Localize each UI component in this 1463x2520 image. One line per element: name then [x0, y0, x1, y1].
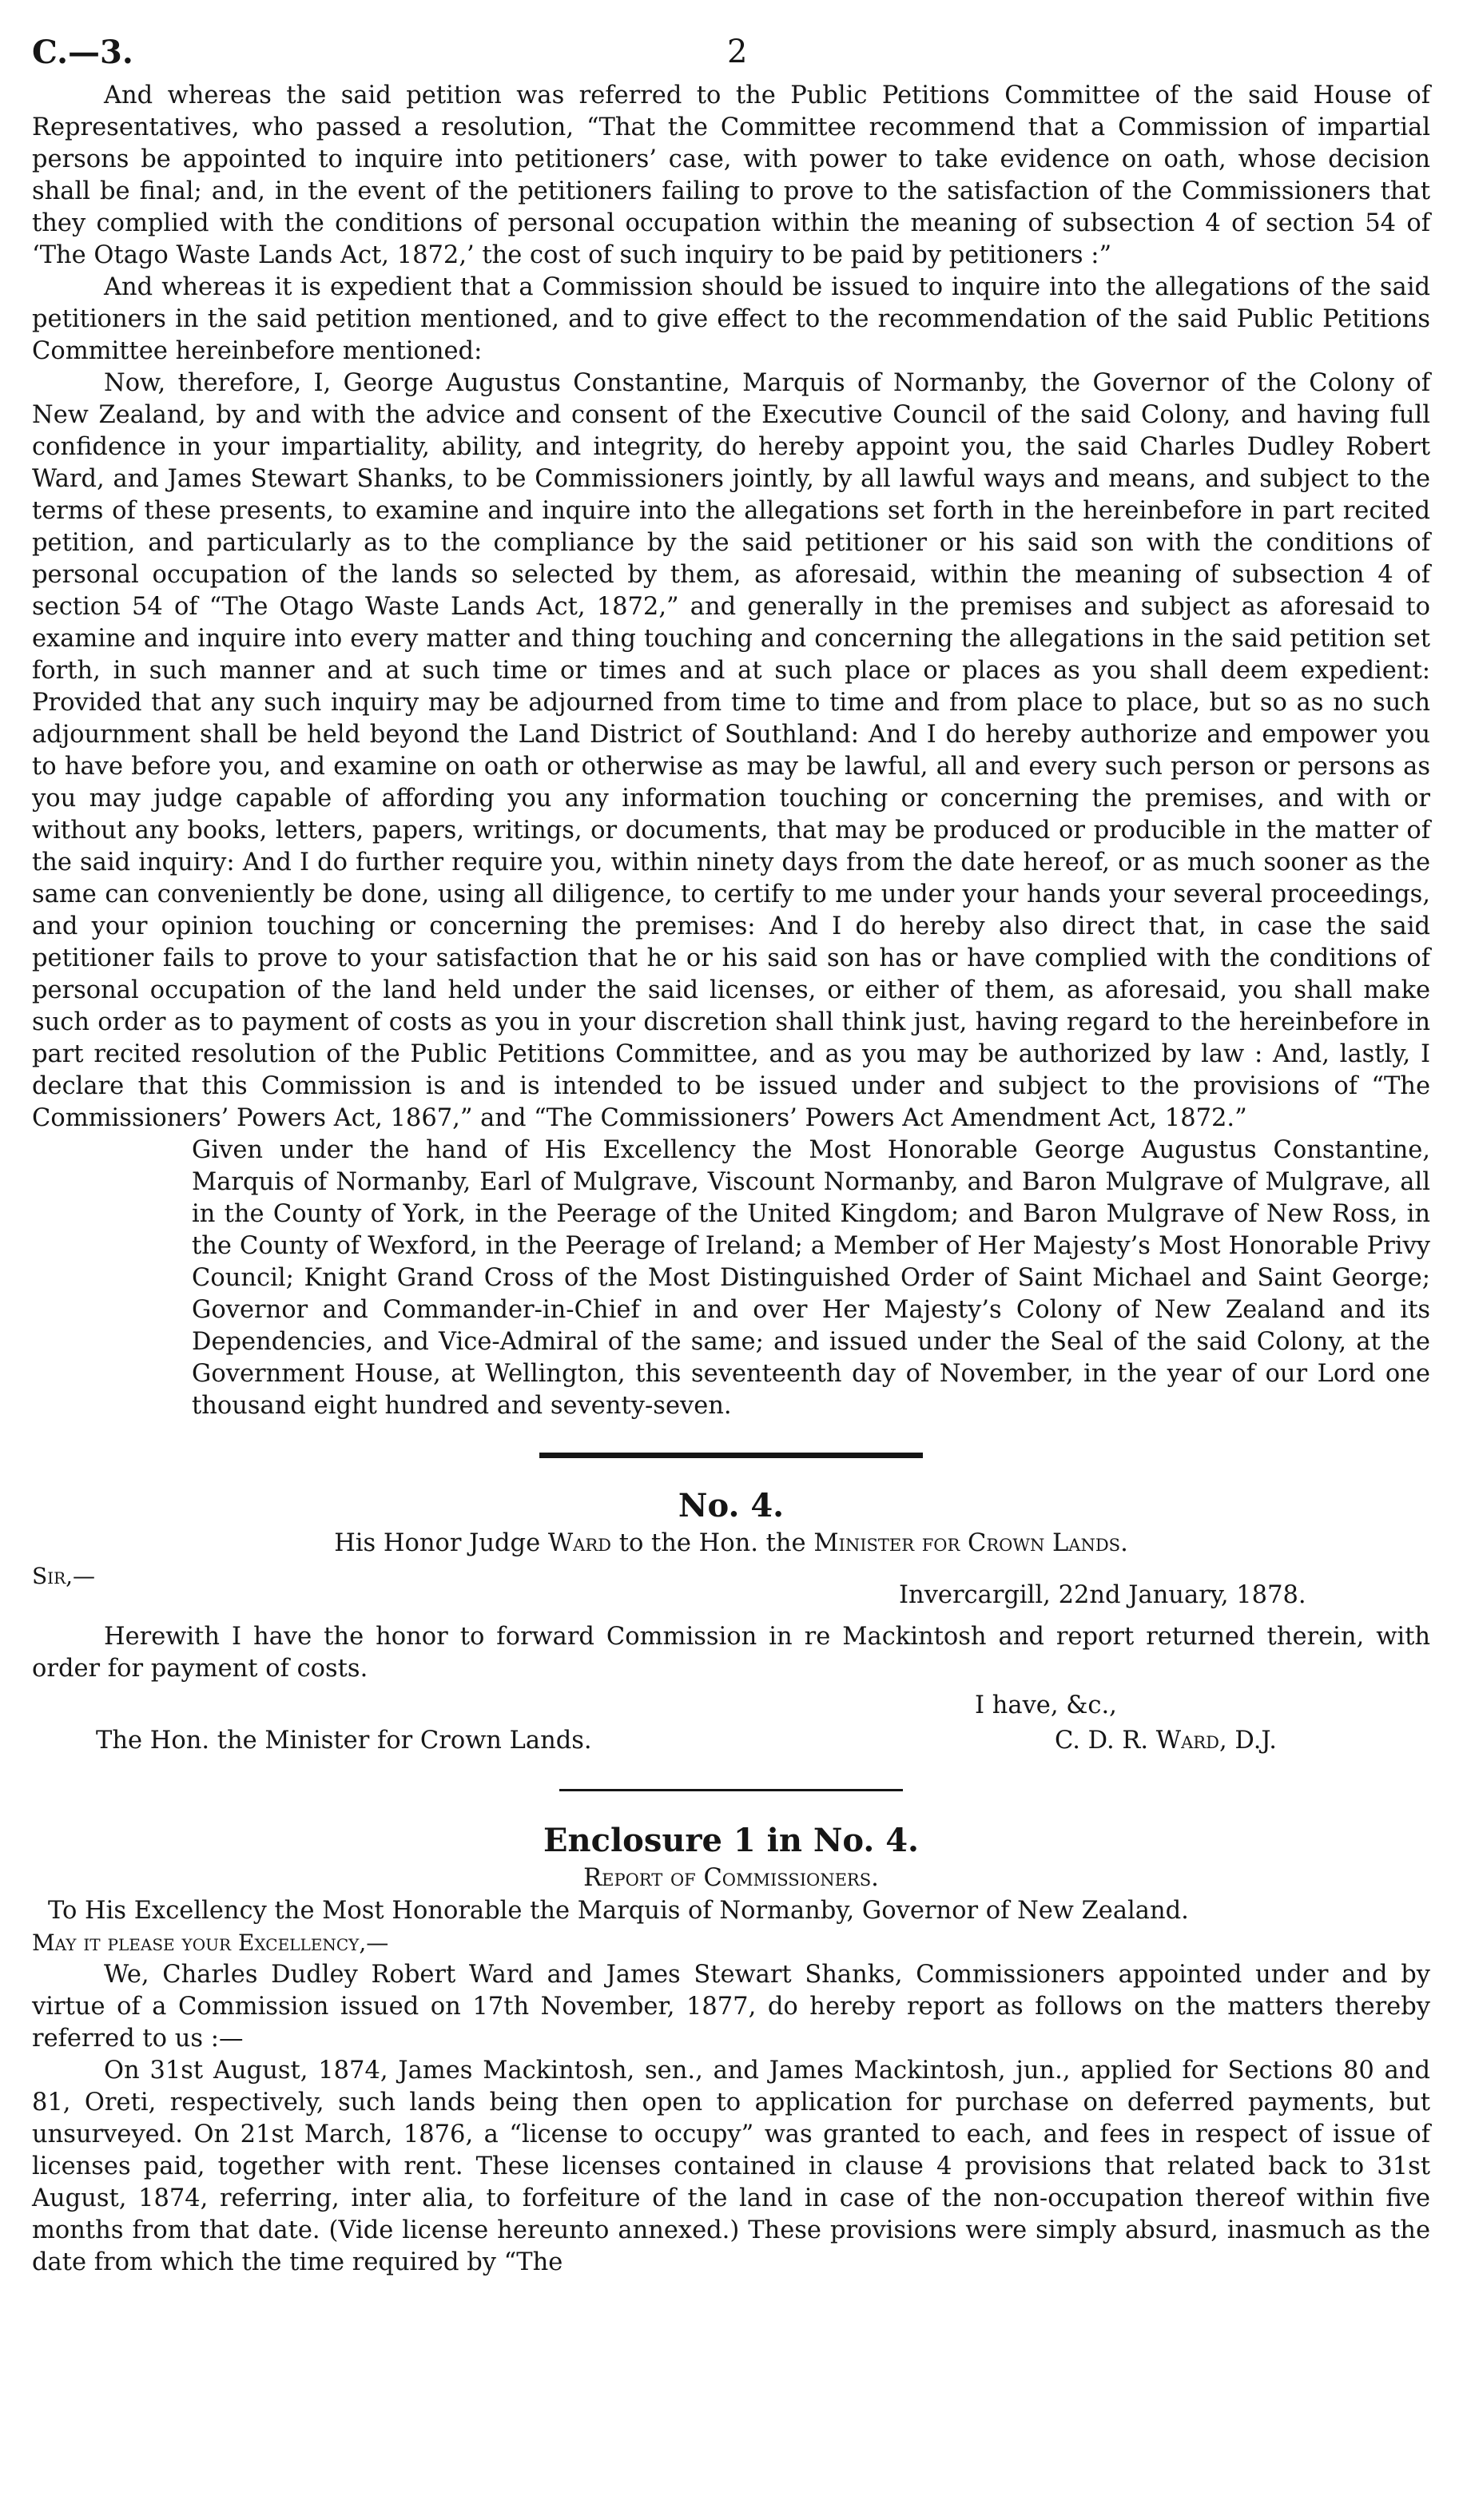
page-header — [32, 24, 1430, 80]
signature: C. D. R. Ward, D.J. — [1055, 1727, 1277, 1755]
heading-to-title: Minister for Crown Lands — [813, 1529, 1121, 1557]
letter-body: Herewith I have the honor to forward Commission in re Mackintosh and report returned therein, with order for payment of costs. — [32, 1623, 1430, 1683]
signature-initials: C. D. R. — [1055, 1727, 1149, 1755]
given-under-clause: Given under the hand of His Excellency the Most Honorable George Augustus Constantine, Marquis of Normanby, Earl of Mulgrave, Viscount Normanby, and Baron Mulgrave of Mulgrave, all in the County of York, in the Peerage of the United Kingdom; and Baron Mulgrave of New Ross, in the County of Wexford, in the Peerage of Ireland; a Member of Her Majesty’s Most Honorable Privy Council; Knight Grand Cross of the Most Distinguished Order of Saint Michael and Saint George; Governor and Commander-in-Chief in and over Her Majesty’s Colony of New Zealand and its Dependencies, and Vice-Admiral of the same; and issued under the Seal of the said Colony, at the Government House, at Wellington, this seventeenth day of November, in the year of our Lord one thousand eight hundred and seventy-seven. — [192, 1136, 1430, 1420]
addressee: The Hon. the Minister for Crown Lands. — [96, 1727, 592, 1755]
document-code: C.—3. — [32, 34, 133, 71]
signature-name: Ward — [1155, 1727, 1219, 1755]
heading-from-prefix: His Honor Judge — [334, 1529, 541, 1557]
enclosure-address: To His Excellency the Most Honorable the Marquis of Normanby, Governor of New Zealand. — [48, 1897, 1189, 1925]
closing-row — [32, 1690, 1430, 1725]
place-date: Invercargill, 22nd January, 1878. — [899, 1581, 1306, 1609]
signature-row — [32, 1725, 1430, 1757]
salutation: Sir,— — [32, 1563, 96, 1589]
paragraph: And whereas the said petition was referred to the Public Petitions Committee of the said House of Representatives, who passed a resolution, “That the Committee recommend that a Commission of impartial persons be appointed to inquire into petitioners’ case, with power to take evidence on oath, whose decision shall be final; and, in the event of the petitioners failing to prove to the satisfaction of the Commissioners that they complied with the conditions of personal occupation within the meaning of subsection 4 of section 54 of ‘The Otago Waste Lands Act, 1872,’ the cost of such inquiry to be paid by petitioners :” — [32, 81, 1430, 269]
letter-number: No. 4. — [678, 1487, 785, 1524]
commission-text — [32, 80, 1430, 1135]
section-divider — [559, 1789, 903, 1791]
letter-heading: His Honor Judge Ward to the Hon. the Minister for Crown Lands. — [334, 1529, 1128, 1557]
section-divider — [539, 1453, 923, 1458]
signature-suffix: D.J. — [1234, 1727, 1277, 1755]
enclosure-heading: Enclosure 1 in No. 4. — [543, 1822, 919, 1859]
report-paragraph: On 31st August, 1874, James Mackintosh, sen., and James Mackintosh, jun., applied for Sections 80 and 81, Oreti, respectively, such lands being then open to application for purchase on deferred payments, but unsurveyed. On 21st March, 1876, a “license to occupy” was granted to each, and fees in respect of issue of licenses paid, together with rent. These licenses contained in clause 4 provisions that related back to 31st August, 1874, referring, inter alia, to forfeiture of the land in case of the non-occupation thereof within five months from that date. (Vide license hereunto annexed.) These provisions were simply absurd, inasmuch as the date from which the time required by “The — [32, 2057, 1430, 2276]
closing: I have, &c., — [975, 1691, 1117, 1719]
place-date-row — [32, 1581, 1430, 1621]
enclosure-subheading: Report of Commissioners. — [583, 1864, 879, 1892]
document-page — [32, 24, 1430, 2279]
page-number: 2 — [727, 34, 748, 70]
heading-from-name: Ward — [547, 1529, 611, 1557]
enclosure-salutation: May it please your Excellency,— — [32, 1930, 389, 1956]
report-paragraph: We, Charles Dudley Robert Ward and James Stewart Shanks, Commissioners appointed under and by virtue of a Commission issued on 17th November, 1877, do hereby report as follows on the matters thereby referred to us :— — [32, 1961, 1430, 2053]
paragraph: And whereas it is expedient that a Commission should be issued to inquire into the allegations of the said petitioners in the said petition mentioned, and to give effect to the recommendation of the said Public Petitions Committee hereinbefore mentioned: — [32, 273, 1430, 365]
heading-to-prefix: to the Hon. the — [618, 1529, 806, 1557]
paragraph: Now, therefore, I, George Augustus Constantine, Marquis of Normanby, the Governor of the Colony of New Zealand, by and with the advice and consent of the Executive Council of the said Colony, and having full confidence in your impartiality, ability, and integrity, do hereby appoint you, the said Charles Dudley Robert Ward, and James Stewart Shanks, to be Commissioners jointly, by all lawful ways and means, and subject to the terms of these presents, to examine and inquire into the allegations set forth in the hereinbefore in part recited petition, and particularly as to the compliance by the said petitioner or his said son with the conditions of personal occupation of the lands so selected by them, as aforesaid, within the meaning of subsection 4 of section 54 of “The Otago Waste Lands Act, 1872,” and generally in the premises and subject as aforesaid to examine and inquire into every matter and thing touching and concerning the allegations in the said petition set forth, in such manner and at such time or times and at such place or places as you shall deem expedient: Provided that any such inquiry may be adjourned from time to time and from place to place, but so as no such adjournment shall be held beyond the Land District of Southland: And I do hereby authorize and empower you to have before you, and examine on oath or otherwise as may be lawful, all and every such person or persons as you may judge capable of affording you any information touching or concerning the premises, and with or without any books, letters, papers, writings, or documents, that may be produced or producible in the matter of the said inquiry: And I do further require you, within ninety days from the date hereof, or as much sooner as the same can conveniently be done, using all diligence, to certify to me under your hands your several proceedings, and your opinion touching or concerning the premises: And I do hereby also direct that, in case the said petitioner fails to prove to your satisfaction that he or his said son has or have complied with the conditions of personal occupation of the land held under the said licenses, or either of them, as aforesaid, you shall make such order as to payment of costs as you in your discretion shall think just, having regard to the hereinbefore in part recited resolution of the Public Petitions Committee, and as you may be authorized by law : And, lastly, I declare that this Commission is and is intended to be issued under and subject to the provisions of “The Commissioners’ Powers Act, 1867,” and “The Commissioners’ Powers Act Amendment Act, 1872.” — [32, 369, 1430, 1132]
